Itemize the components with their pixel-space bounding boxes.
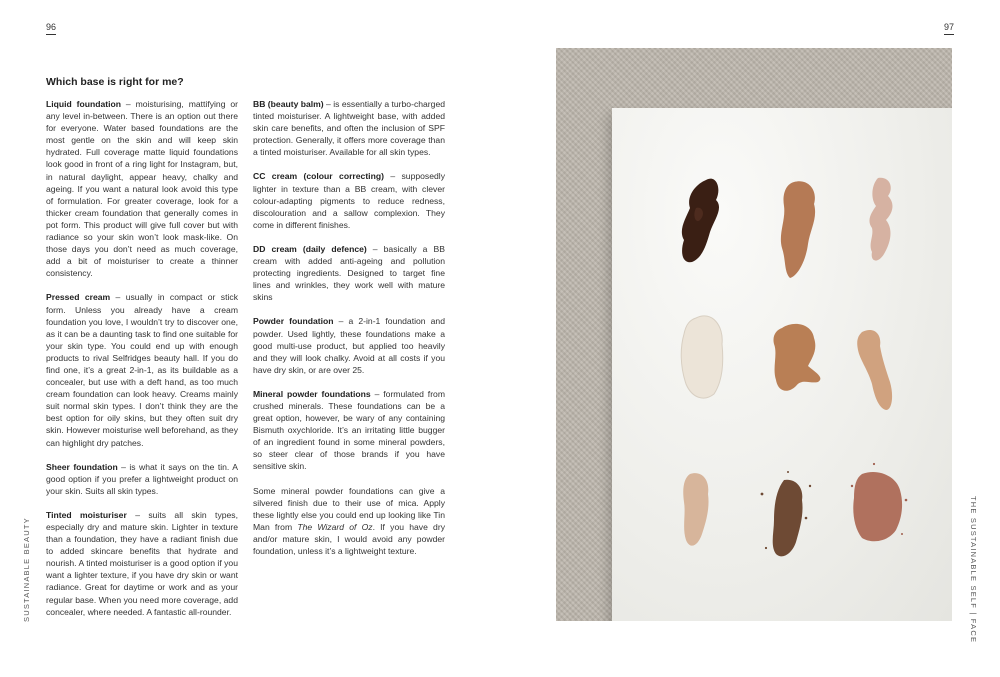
body-text: – moisturising, mattifying or any level in-between. There is an option out there for everyone. Water based foundations are the most gentle on the skin and will keep skin hydrated. Full coverage matte liquid foundations look good in front of a ring light for Instagram, but, in natural daylight, appear heavy, chalky and ageing. If you want a natural look avoid this type of formulation. For greater coverage, look for a thicker cream foundation that generally comes in pot form. This product will give full cover but with radiance so your skin won’t look mask-like. On those days you don’t need as much coverage, add a bit of moisturiser to create a thinner consistency. [46,99,238,279]
term: BB (beauty balm) [253,99,324,109]
term: CC cream (colour correcting) [253,171,384,182]
term: DD cream (daily defence) [253,243,367,254]
section-heading: Which base is right for me? [46,76,184,88]
paragraph-liquid-foundation [46,98,238,279]
term: Pressed cream [46,292,111,303]
swatch-pink-liquid [869,178,892,261]
body-text: – basically a BB cream with added anti-ageing and pollution protecting ingredients. Designed to target fine lines and wrinkles, they work well with mature skins [253,243,445,303]
swatch-tan-cream [781,181,815,278]
swatch-beige-streak [857,330,892,410]
book-title: The Wizard of Oz [297,521,373,532]
paragraph-sheer-foundation [46,461,238,497]
paragraph-cc-cream [253,170,445,230]
body-text: – suits all skin types, especially dry and mature skin. Lighter in texture than a foundation, they have a radiant finish due to added skincare benefits that hydrate and nourish. A tinted moisturiser is a good option if you want a lighter texture, if you have dry skin or want radiance. Great for daytime or work and as your regular base. When you need more coverage, add concealer, where needed. A fantastic all-rounder. [46,509,238,617]
paragraph-powder-foundation [253,315,445,375]
swatch-nude-liquid [683,473,708,546]
page-number-left: 96 [46,22,56,35]
page-number-right: 97 [944,22,954,35]
paragraph-mineral-powder [253,388,445,473]
term: Mineral powder foundations [253,388,371,399]
foundation-swatches-photo [556,48,952,621]
body-text: – usually in compact or stick form. Unless you already have a cream foundation you love, I wouldn’t try to discover one, as it can be a daunting task to find one suitable for your skin type. You could end up with enough products to rival Selfridges beauty hall. If you do find one, it’s a great 2-in-1, as its buildable as a concealer, but use with a deft hand, as too much cream foundation can look heavy. Creams mainly suit normal skin types. I don’t think they are the best option for oily skins, but they often suit dry skin. However moisturise well beforehand, as they can highlight dry patches. [46,292,238,448]
paragraph-mica-note [253,485,445,558]
term: Tinted moisturiser [46,509,127,520]
body-text: – a 2-in-1 foundation and powder. Used lightly, these foundations make a good multi-use product, but applied too heavily and they will look chalky. Avoid at all costs if you have dry skin, or are over 25. [253,316,445,375]
swatches-illustration [556,48,952,621]
term: Powder foundation [253,316,334,327]
paragraph-dd-cream [253,243,445,303]
paragraph-pressed-cream [46,291,238,448]
body-text: – is what it says on the tin. A good option if you prefer a lightweight product on your skin. Suits all skin types. [46,461,238,496]
paragraph-tinted-moisturiser [46,509,238,618]
running-head-left: SUSTAINABLE BEAUTY [22,517,31,622]
swatch-dark-liquid [682,179,719,263]
paragraph-bb-balm [253,98,445,158]
swatch-pink-powder [853,472,902,541]
body-text: . If you have dry and/or mature skin, I would avoid any powder foundation, unless it’s a lightweight texture. [253,521,445,556]
body-text: – supposedly lighter in texture than a BB cream, with clever colour-adapting pigments to reduce redness, discolouration and a sallow complexion. They come in different finishes. [253,171,445,230]
swatch-dark-powder [773,480,803,557]
body-text: – is essentially a turbo-charged tinted moisturiser. A lightweight base, with added skin care benefits, and often the inclusion of SPF protection. Generally, it offers more coverage than a tinted moisturiser. Available for all skin types. [253,99,446,158]
running-head-right: THE SUSTAINABLE SELF | FACE [969,496,978,644]
term: Sheer foundation [46,461,118,472]
swatch-caramel-cream [773,324,820,391]
body-text: – formulated from crushed minerals. These foundations can be a great option, however, be wary of any containing Bismuth oxychloride. It’s an irritating little bugger of an ingredient found in some mineral powders, so steer clear of those brands if you have sensitive skin. [253,388,445,472]
middle-text-column [253,98,445,569]
term: Liquid foundation [46,99,122,109]
body-text: Some mineral powder foundations can give a silvered finish due to their use of mica. Apply these lightly else you could end up looking like Tin Man from [253,485,445,532]
swatch-ivory-fluid [681,316,723,398]
left-text-column [46,98,238,630]
